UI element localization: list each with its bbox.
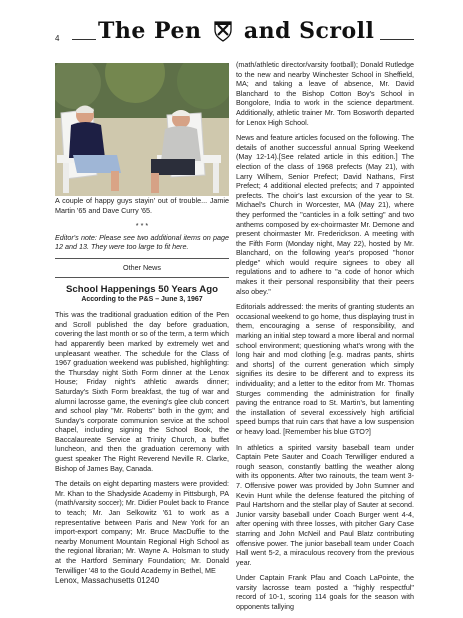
section-label: Other News xyxy=(123,262,161,272)
right-paragraph-1: (math/athletic director/varsity football); Donald Rutledge to the new and nearby Winchester School in Sheffield, MA; and taking a leave of absence, Mr. David Blanchard to the Bishop Cotton Boy's School in Bongolore, India to work in the science department. Additionally, athletic trainer Mr. Tom Bosworth departed for Lenox High School. xyxy=(236,60,414,127)
article-headline: School Happenings 50 Years Ago xyxy=(66,283,218,295)
crest-icon xyxy=(213,20,233,42)
page-number: 4 xyxy=(55,34,60,43)
article-subheadline: According to the P&S – June 3, 1967 xyxy=(81,295,203,303)
article-paragraph-1: This was the traditional graduation edition of the Pen and Scroll published the day before graduation, covering the last month or so of the term, a term which had apparently been marked by extremely wet and unpleasant weather. The schedule for the Class of 1967 graduation weekend was published, highlighting: the Thursday night Sixth Form dinner at the Lenox House; Friday night's athletic awards dinner; Saturday's Sixth Form breakfast, the tug of war and alumni lacrosse game, the evening's glee club concert and school play "Mr. Roberts" both in the gym; and Sunday's corporate communion service at the school chapel, including signing the School Book, the Baccalaureate Service at Trinity Church, a buffet luncheon, and then the graduation ceremony with guest speaker The Right Reverend Neville R. Clarke, Bishop of James Bay, Canada. xyxy=(55,310,229,473)
section-divider-bottom xyxy=(55,277,229,278)
editor-note: Editor's note: Please see two additional items on page 12 and 13. They were too large to fit here. xyxy=(55,232,229,252)
right-paragraph-5: Under Captain Frank Pfau and Coach LaPointe, the varsity lacrosse team posted a "highly respectful" record of 10-1, scoring 114 goals for the season with opponents tallying xyxy=(236,573,414,612)
right-paragraph-4: In athletics a spirited varsity baseball team under Captain Pete Sauter and Coach Terwilliger endured a rough season, constantly battling the weather along with its opponents. After two rainouts, the team went 3-7. Offensive power was provided by John Sumner and Kevin Hunt while the defense featured the pitching of Paul Hartshorn and the stellar play of Sauter at second. Junior varsity baseball under Coach Burger went 4-4, after opening with three losses, with pitcher Gary Case starring and John McNeil and Paul Blatz contributing offensive power. The junior baseball team under Coach Hall went 5-2, a miraculous recovery from the previous year. xyxy=(236,442,414,567)
article-paragraph-2: The details on eight departing masters were provided: Mr. Khan to the Shadyside Academy in Pittsburgh, PA (math/varsity soccer); Mr. Didier Poulet back to France to teach; Mr. Jan Selkowitz '61 to work as a representative between Paris and New York for an import-export company; Mr. Bruce MacDuffie to the nearby Monument Mountain Regional High School as the regional librarian; Mr. Wayne A. Holsman to study at the Hartford Seminary Foundation; Mr. Donald Terwilliger '48 to the Gould Academy in Bethel, ME xyxy=(55,479,229,575)
left-column xyxy=(55,63,229,581)
separator: * * * xyxy=(135,221,149,231)
masthead-title-part1: The Pen xyxy=(98,18,202,44)
masthead-title-part2: and Scroll xyxy=(243,18,375,44)
photo xyxy=(55,63,229,196)
footer-location: Lenox, Massachusetts 01240 xyxy=(55,576,160,585)
right-column xyxy=(236,60,414,618)
header-rule-left xyxy=(72,39,96,40)
right-paragraph-2: News and feature articles focused on the following. The details of another successful annual Spring Weekend (May 12-14).[See related article in this edition.] The election of the class of 1968 prefects (May 21), with Larry Wilhem, Senior Prefect; David Nathans, First Prefect; 4 additional elected prefects; and 7 appointed prefects. The choir's last excursion of the year to St. Michael's Church in Worcester, MA (May 21), where they performed the "canticles in a folk setting" and two anthems composed by ex-choirmaster Mr. Demone and present choirmaster Mr. Frederickson. A meeting with the Fifth Form (Monday night, May 22), hosted by Mr. Blanchard, on the following year's proposed "honor pledge" which would require signees to obey all regulations and to adhere to "a code of honor which makes it their personal responsibility that their peers also obey." xyxy=(236,133,414,296)
masthead xyxy=(98,17,398,49)
right-paragraph-3: Editorials addressed: the merits of granting students an occasional weekend to go home, thus displaying trust in them, encouraging a sense of responsibility, and marking an initial step toward a more liberal and normal school environment; questioning what's wrong with the long hair and mod clothing [e.g. madras pants, shirts and shorts] of the current generation which simply signifies its desire to be different and to express its individuality; and a letter to the editor from Mr. Thomas Sturges commending the administration for finally paving the entrance road to St. Martin's, but lamenting the installation of several excessively high artificial speed bumps that ruin cars that have a low suspension or heavy load. [Remember his blue GTO?] xyxy=(236,302,414,436)
photo-illustration xyxy=(55,63,229,196)
photo-caption: A couple of happy guys stayin' out of trouble... Jamie Martin '65 and Dave Curry '65. xyxy=(55,196,229,215)
section-divider xyxy=(55,258,229,259)
